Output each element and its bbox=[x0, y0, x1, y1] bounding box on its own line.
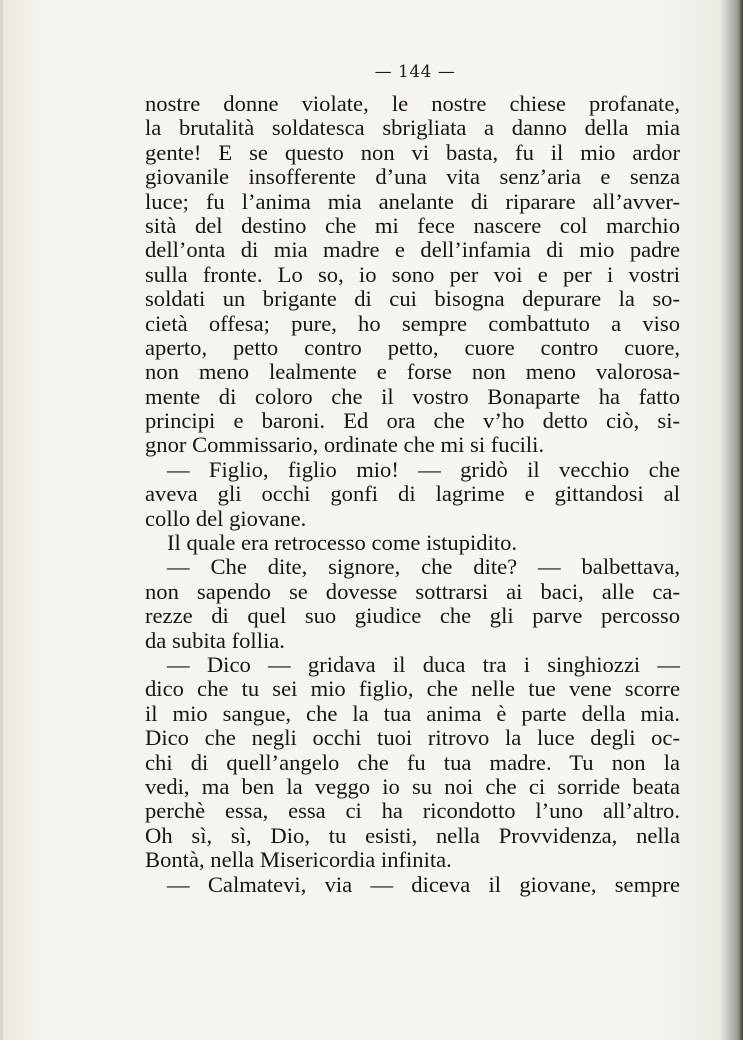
text-line: gnor Commissario, ordinate che mi si fucili. bbox=[145, 432, 545, 458]
text-line: — Figlio, figlio mio! — gridò il vecchio che bbox=[167, 456, 680, 482]
text-line: il mio sangue, che la tua anima è parte della mia. bbox=[145, 700, 680, 726]
text-line: soldati un brigante di cui bisogna depurare la so- bbox=[145, 286, 680, 312]
text-line: la brutalità soldatesca sbrigliata a danno della mia bbox=[145, 115, 680, 141]
text-line: non sapendo se dovesse sottrarsi ai baci, alle ca- bbox=[145, 578, 680, 604]
text-line: aperto, petto contro petto, cuore contro cuore, bbox=[145, 334, 680, 360]
text-line: collo del giovane. bbox=[145, 505, 307, 531]
text-line: da subita follia. bbox=[145, 627, 285, 653]
text-line: principi e baroni. Ed ora che v’ho detto ciò, si- bbox=[145, 408, 680, 434]
text-line: giovanile insofferente d’una vita senz’aria e senza bbox=[145, 164, 680, 190]
text-line: non meno lealmente e forse non meno valorosa- bbox=[145, 359, 680, 385]
text-line: aveva gli occhi gonfi di lagrime e gittandosi al bbox=[145, 481, 680, 507]
body-text bbox=[145, 92, 680, 897]
text-line: cietà offesa; pure, ho sempre combattuto a viso bbox=[145, 310, 680, 336]
text-line: perchè essa, essa ci ha ricondotto l’uno all’altro. bbox=[145, 798, 680, 824]
text-line: dell’onta di mia madre e dell’infamia di mio padre bbox=[145, 237, 680, 263]
text-line: Il quale era retrocesso come istupidito. bbox=[167, 530, 518, 556]
text-line: — Dico — gridava il duca tra i singhiozzi — bbox=[167, 651, 680, 677]
text-line: vedi, ma ben la veggo io su noi che ci sorride beata bbox=[145, 773, 680, 799]
text-line: rezze di quel suo giudice che gli parve percosso bbox=[145, 603, 680, 629]
text-line: nostre donne violate, le nostre chiese profanate, bbox=[145, 91, 680, 116]
text-line: dico che tu sei mio figlio, che nelle tue vene scorre bbox=[145, 676, 680, 702]
text-line: sità del destino che mi fece nascere col marchio bbox=[145, 212, 680, 238]
text-line: — Calmatevi, via — diceva il giovane, sempre bbox=[167, 871, 680, 897]
text-line: chi di quell’angelo che fu tua madre. Tu non la bbox=[145, 749, 680, 775]
text-line: luce; fu l’anima mia anelante di riparare all’avver- bbox=[145, 188, 680, 214]
text-line: mente di coloro che il vostro Bonaparte ha fatto bbox=[145, 383, 680, 409]
text-line: Oh sì, sì, Dio, tu esisti, nella Provvidenza, nella bbox=[145, 822, 680, 848]
text-line: — Che dite, signore, che dite? — balbettava, bbox=[167, 554, 680, 580]
text-line: Dico che negli occhi tuoi ritrovo la luce degli oc- bbox=[145, 725, 680, 751]
page-gutter bbox=[0, 0, 3, 1040]
text-line: sulla fronte. Lo so, io sono per voi e per i vostri bbox=[145, 261, 680, 287]
page-number: — 144 — bbox=[374, 62, 456, 82]
text-line: Bontà, nella Misericordia infinita. bbox=[145, 847, 452, 873]
text-line: gente! E se questo non vi basta, fu il mio ardor bbox=[145, 139, 680, 165]
